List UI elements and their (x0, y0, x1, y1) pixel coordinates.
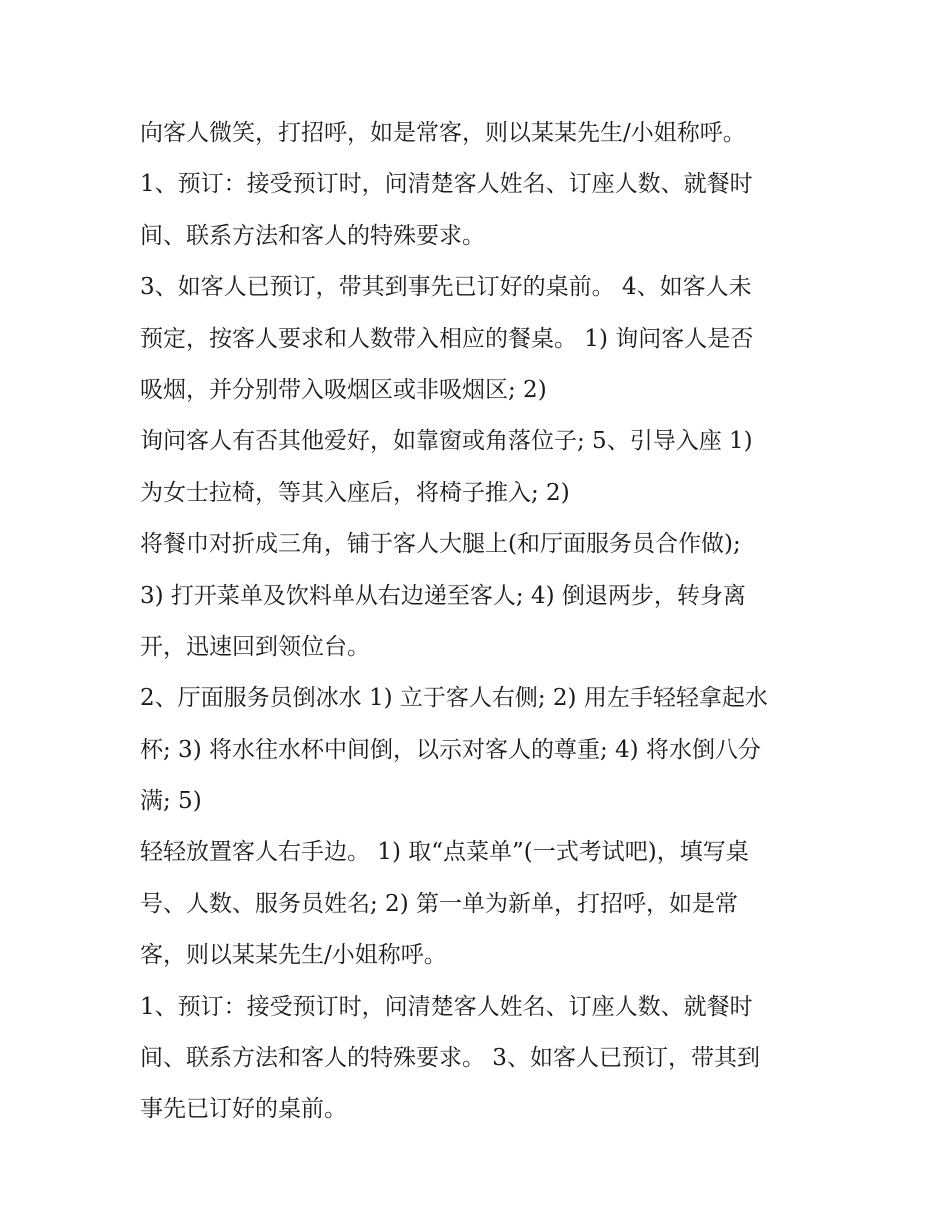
text-line: 询问客人有否其他爱好，如靠窗或角落位子; 5、引导入座 1) (140, 428, 753, 455)
text-line: 号、人数、服务员姓名; 2) 第一单为新单，打招呼，如是常 (140, 890, 738, 917)
text-line: 将餐巾对折成三角，铺于客人大腿上(和厅面服务员合作做); (140, 531, 741, 558)
text-line: 杯; 3) 将水往水杯中间倒，以示对客人的尊重; 4) 将水倒八分 (140, 736, 761, 763)
text-line: 预定，按客人要求和人数带入相应的餐桌。 1) 询问客人是否 (140, 325, 754, 352)
text-line: 间、联系方法和客人的特殊要求。 (140, 222, 485, 249)
text-line: 1、预订：接受预订时，问清楚客人姓名、订座人数、就餐时 (140, 993, 753, 1020)
text-line: 事先已订好的桌前。 (140, 1096, 347, 1123)
text-line: 为女士拉椅，等其入座后，将椅子推入; 2) (140, 479, 570, 506)
text-line: 吸烟，并分别带入吸烟区或非吸烟区; 2) (140, 376, 547, 403)
text-line: 2、厅面服务员倒冰水 1) 立于客人右侧; 2) 用左手轻轻拿起水 (140, 685, 768, 712)
text-line: 客，则以某某先生/小姐称呼。 (140, 942, 447, 969)
text-line: 满; 5) (140, 788, 202, 815)
text-line: 开，迅速回到领位台。 (140, 633, 370, 660)
text-line: 向客人微笑，打招呼，如是常客，则以某某先生/小姐称呼。 (140, 120, 746, 146)
text-line: 轻轻放置客人右手边。 1) 取“点菜单”(一式考试吧)，填写桌 (140, 839, 749, 866)
text-line: 1、预订：接受预订时，问清楚客人姓名、订座人数、就餐时 (140, 171, 753, 198)
text-line: 间、联系方法和客人的特殊要求。 3、如客人已预订，带其到 (140, 1045, 760, 1072)
text-line: 3) 打开菜单及饮料单从右边递至客人; 4) 倒退两步，转身离 (140, 582, 746, 609)
document-body (140, 108, 820, 1136)
text-line: 3、如客人已预订，带其到事先已订好的桌前。 4、如客人未 (140, 274, 752, 301)
